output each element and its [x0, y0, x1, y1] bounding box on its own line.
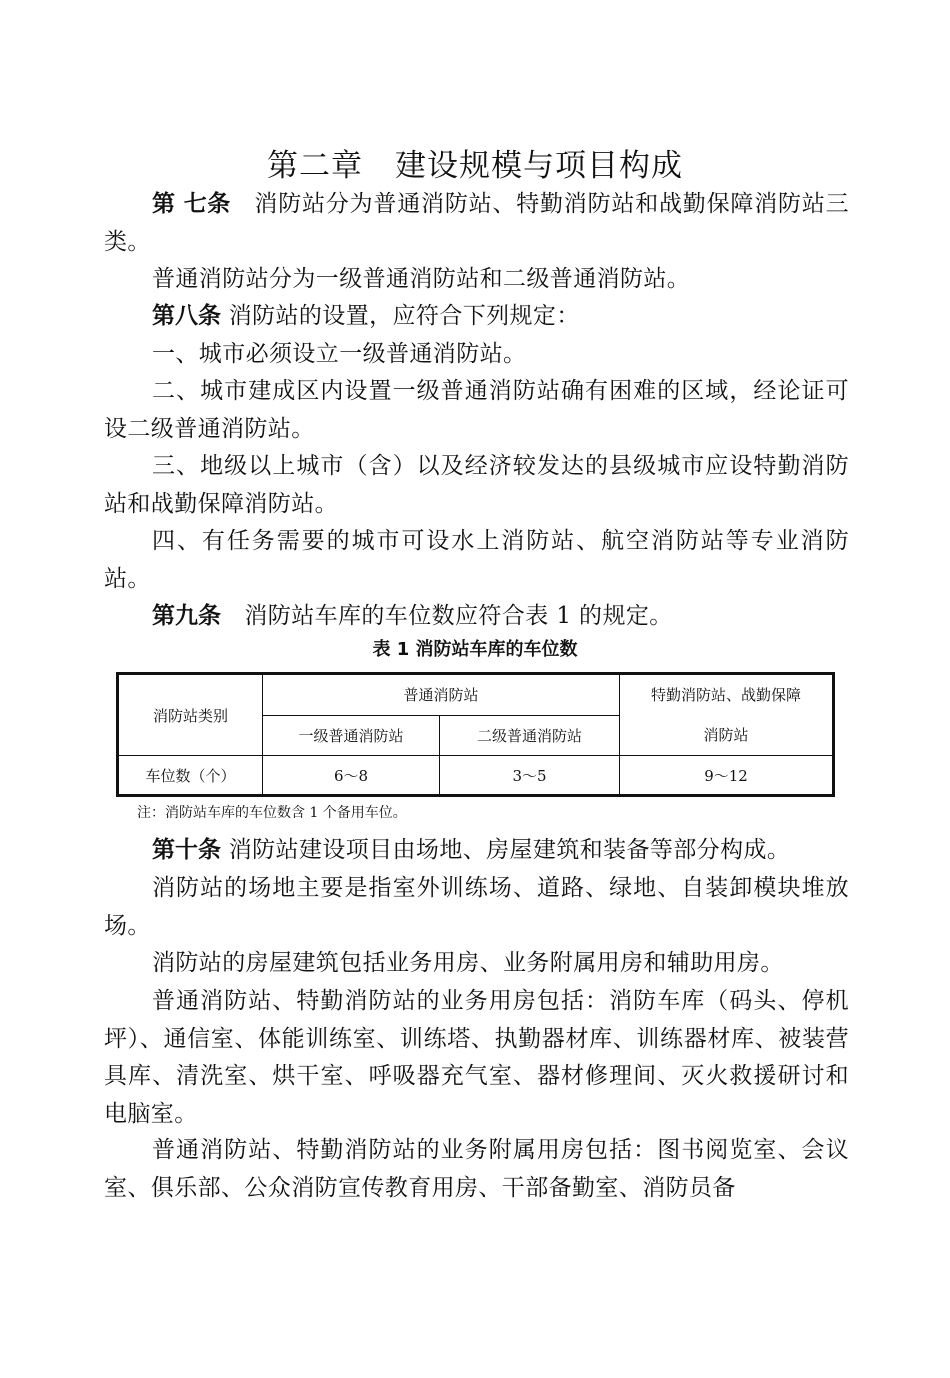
header-special-line-1: 特勤消防站、战勤保障 — [651, 686, 802, 704]
article-7-paragraph-2: 普通消防站分为一级普通消防站和二级普通消防站。 — [152, 266, 691, 292]
row-label-cell: 车位数（个） — [118, 756, 263, 796]
header-category-cell: 消防站类别 — [118, 674, 263, 756]
value-special-cell: 9～12 — [620, 756, 834, 796]
article-7-text: 消防站分为普通消防站、特勤消防站和战勤保障消防站三类。 — [104, 191, 850, 255]
article-10-paragraph-5: 普通消防站、特勤消防站的业务附属用房包括：图书阅览室、会议室、俱乐部、公众消防宣传教育用房、干部备勤室、消防员备 — [104, 1137, 849, 1201]
article-8-paragraph — [104, 298, 849, 336]
table-row — [118, 756, 834, 796]
value-level1-cell: 6～8 — [263, 756, 440, 796]
article-8-item-2: 二、城市建成区内设置一级普通消防站确有困难的区域，经论证可设二级普通消防站。 — [104, 378, 849, 442]
article-8-item-1: 一、城市必须设立一级普通消防站。 — [152, 341, 527, 367]
table-caption: 表 1 消防站车库的车位数 — [372, 639, 578, 660]
article-7-label: 第 七条 — [152, 191, 231, 217]
article-7-paragraph — [104, 186, 849, 261]
article-10-text: 消防站建设项目由场地、房屋建筑和装备等部分构成。 — [228, 837, 791, 863]
article-10-paragraph-3: 消防站的房屋建筑包括业务用房、业务附属用房和辅助用房。 — [152, 950, 784, 976]
article-8-text: 消防站的设置，应符合下列规定： — [228, 303, 580, 329]
article-8-item-4: 四、有任务需要的城市可设水上消防站、航空消防站等专业消防站。 — [104, 528, 849, 592]
article-8-label: 第八条 — [152, 303, 221, 329]
chapter-title: 第二章 建设规模与项目构成 — [267, 148, 683, 184]
header-special-line-2: 消防站 — [703, 726, 749, 744]
article-9-label: 第九条 — [152, 603, 221, 629]
value-level2-cell: 3～5 — [440, 756, 620, 796]
article-10-paragraph-4: 普通消防站、特勤消防站的业务用房包括：消防车库（码头、停机坪）、通信室、体能训练室、训练塔、执勤器材库、训练器材库、被装营具库、清洗室、烘干室、呼吸器充气室、器材修理间、灭火救援研讨和电脑室。 — [104, 988, 849, 1127]
article-10-paragraph-2: 消防站的场地主要是指室外训练场、道路、绿地、自装卸模块堆放场。 — [104, 875, 849, 939]
header-level1-cell: 一级普通消防站 — [263, 715, 440, 755]
article-10-label: 第十条 — [152, 837, 221, 863]
header-normal-cell: 普通消防站 — [263, 674, 620, 716]
table-note: 注：消防站车库的车位数含 1 个备用车位。 — [137, 805, 407, 821]
header-level2-cell: 二级普通消防站 — [440, 715, 620, 755]
table-header-row — [118, 674, 834, 716]
article-9-text: 消防站车库的车位数应符合表 1 的规定。 — [244, 603, 673, 629]
carport-table — [116, 672, 835, 797]
article-8-item-3: 三、地级以上城市（含）以及经济较发达的县级城市应设特勤消防站和战勤保障消防站。 — [104, 453, 849, 517]
header-special-cell — [620, 674, 834, 756]
article-9-paragraph — [104, 598, 849, 636]
article-10-paragraph — [104, 832, 849, 870]
